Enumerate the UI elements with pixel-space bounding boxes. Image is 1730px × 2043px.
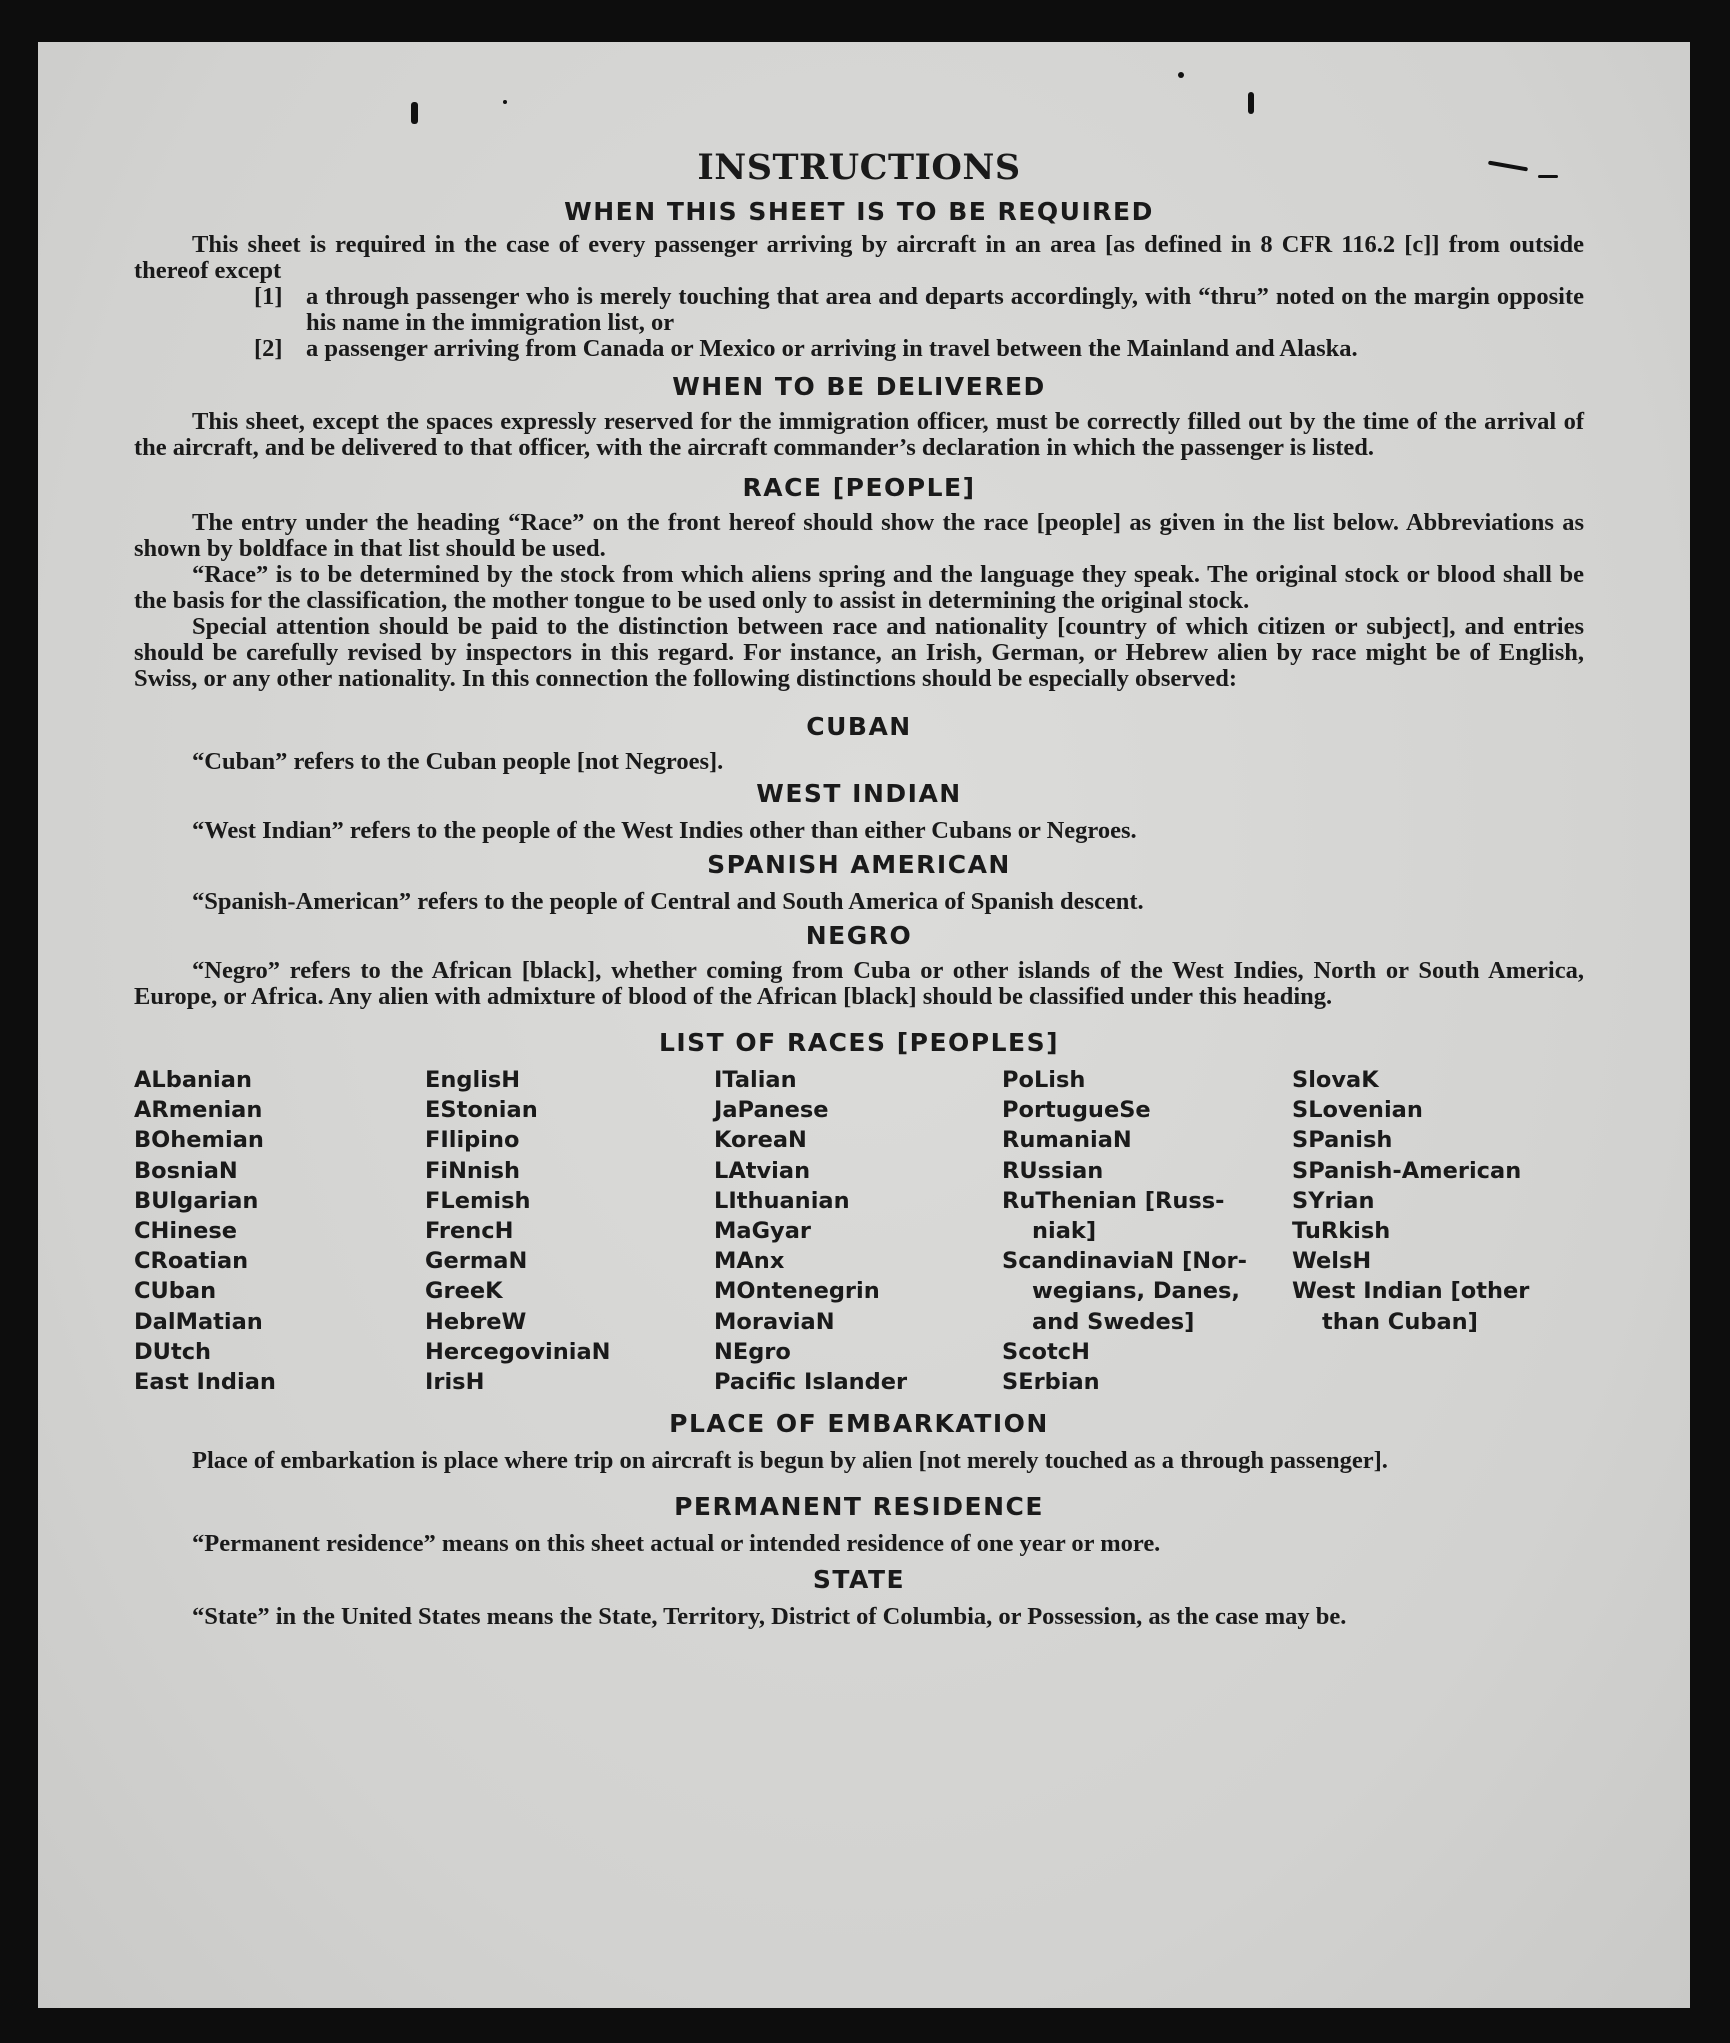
race-item: FiNnish [425, 1157, 521, 1184]
race-item: JaPanese [714, 1097, 829, 1124]
race-item: than Cuban] [1322, 1308, 1478, 1335]
race-item: Pacific Islander [714, 1369, 908, 1396]
race-item: wegians, Danes, [1032, 1278, 1240, 1305]
race-item: SPanish-American [1292, 1157, 1522, 1184]
state-text: “State” in the United States means the State, Territory, District of Columbia, or Possession, as the case may be. [192, 1603, 1347, 1631]
instructions-content [134, 145, 1584, 1630]
race-column [714, 1065, 1002, 1397]
race-paragraph: Special attention should be paid to the distinction between race and nationality [country of which citizen or subject], and entries should be carefully revised by inspectors in this regard. For instance, an Irish, German, or Hebrew alien by race might be of English, Swiss, or any other nationality. In this connection the following distinctions should be especially observed: [134, 613, 1584, 692]
race-item: GreeK [425, 1278, 503, 1305]
heading-embarkation: PLACE OF EMBARKATION [669, 1409, 1049, 1439]
race-column [134, 1065, 425, 1397]
race-item: SlovaK [1292, 1067, 1379, 1093]
race-item: IrisH [425, 1369, 485, 1396]
list-item [254, 336, 1584, 362]
race-item: BOhemian [134, 1127, 264, 1154]
race-item: SPanish [1292, 1127, 1393, 1154]
heading-negro: NEGRO [805, 921, 913, 950]
scan-mark [1178, 72, 1184, 78]
race-item: GermaN [425, 1248, 528, 1275]
heading-cuban: CUBAN [806, 712, 912, 741]
race-item: PoLish [1002, 1067, 1086, 1093]
race-item: NEgro [714, 1338, 791, 1365]
race-item: WelsH [1292, 1248, 1372, 1275]
race-item: ALbanian [134, 1067, 252, 1093]
race-item: East Indian [134, 1369, 276, 1396]
race-item: CRoatian [134, 1248, 249, 1275]
page-title: INSTRUCTIONS [697, 147, 1021, 188]
heading-state: STATE [812, 1565, 906, 1595]
race-item: HercegoviniaN [425, 1338, 611, 1365]
list-item-text: a passenger arriving from Canada or Mexico or arriving in travel between the Mainland and Alaska. [306, 335, 1358, 362]
scan-mark [411, 102, 418, 124]
heading-spanish-american: SPANISH AMERICAN [707, 850, 1011, 879]
race-item: RUssian [1002, 1157, 1104, 1184]
race-item: FIlipino [425, 1127, 520, 1154]
race-item: FrencH [425, 1218, 514, 1245]
race-list [134, 1065, 1584, 1397]
race-column [1292, 1065, 1582, 1397]
race-item: ScotcH [1002, 1338, 1090, 1365]
race-column [1002, 1065, 1292, 1397]
race-item: HebreW [425, 1308, 527, 1335]
race-item: and Swedes] [1032, 1308, 1195, 1335]
race-item: BosniaN [134, 1157, 238, 1184]
race-item: ScandinaviaN [Nor- [1002, 1248, 1247, 1275]
race-paragraph: The entry under the heading “Race” on the front hereof should show the race [people] as given in the list below. Abbreviations as shown by boldface in that list should be used. [134, 509, 1584, 562]
west-indian-text: “West Indian” refers to the people of the West Indies other than either Cubans or Negroes. [192, 817, 1137, 844]
race-item: West Indian [other [1292, 1278, 1530, 1305]
race-item: DalMatian [134, 1308, 263, 1335]
race-item: MoraviaN [714, 1308, 835, 1335]
race-item: MAnx [714, 1248, 785, 1275]
race-item: ARmenian [134, 1097, 263, 1124]
heading-when-required: WHEN THIS SHEET IS TO BE REQUIRED [564, 197, 1154, 226]
heading-race: RACE [PEOPLE] [742, 473, 976, 502]
scan-mark [503, 100, 507, 104]
heading-when-delivered: WHEN TO BE DELIVERED [672, 372, 1046, 401]
list-item-number: [1] [254, 283, 283, 310]
race-item: RumaniaN [1002, 1127, 1132, 1154]
race-item: CUban [134, 1278, 217, 1305]
race-item: SYrian [1292, 1187, 1375, 1214]
race-item: KoreaN [714, 1127, 807, 1154]
race-item: PortugueSe [1002, 1097, 1151, 1124]
when-required-intro: This sheet is required in the case of every passenger arriving by aircraft in an area [as defined in 8 CFR 116.2 [c]] from outside thereof except [134, 231, 1584, 284]
residence-text: “Permanent residence” means on this sheet actual or intended residence of one year or more. [192, 1530, 1161, 1558]
scan-mark [1248, 92, 1254, 114]
negro-text: “Negro” refers to the African [black], whether coming from Cuba or other islands of the West Indies, North or South America, Europe, or Africa. Any alien with admixture of blood of the African [black] should be classified under this heading. [134, 957, 1584, 1010]
cuban-text: “Cuban” refers to the Cuban people [not Negroes]. [192, 748, 724, 775]
race-item: ITalian [714, 1067, 797, 1093]
when-delivered-text: This sheet, except the spaces expressly reserved for the immigration officer, must be correctly filled out by the time of the arrival of the aircraft, and be delivered to that officer, with the aircraft commander’s declaration in which the passenger is listed. [134, 408, 1584, 461]
race-item: LAtvian [714, 1157, 811, 1184]
embarkation-text: Place of embarkation is place where trip on aircraft is begun by alien [not merely touched as a through passenger]. [192, 1447, 1388, 1475]
race-item: niak] [1032, 1218, 1097, 1245]
race-item: CHinese [134, 1218, 237, 1245]
race-item: FLemish [425, 1187, 531, 1214]
race-item: DUtch [134, 1338, 212, 1365]
race-item: SErbian [1002, 1369, 1100, 1396]
race-item: LIthuanian [714, 1187, 850, 1214]
heading-list-of-races: LIST OF RACES [PEOPLES] [658, 1028, 1060, 1057]
race-item: EnglisH [425, 1067, 521, 1093]
race-item: SLovenian [1292, 1097, 1423, 1124]
race-item: BUlgarian [134, 1187, 259, 1214]
spanish-american-text: “Spanish-American” refers to the people of Central and South America of Spanish descent. [192, 888, 1144, 915]
race-item: RuThenian [Russ- [1002, 1187, 1225, 1214]
race-item: TuRkish [1292, 1218, 1391, 1245]
race-item: MOntenegrin [714, 1278, 880, 1305]
heading-permanent-residence: PERMANENT RESIDENCE [674, 1492, 1044, 1522]
heading-west-indian: WEST INDIAN [756, 779, 962, 808]
race-paragraph: “Race” is to be determined by the stock from which aliens spring and the language they speak. The original stock or blood shall be the basis for the classification, the mother tongue to be used only to assist in determining the original stock. [134, 561, 1584, 614]
list-item-number: [2] [254, 335, 283, 362]
race-column [425, 1065, 714, 1397]
list-item [254, 284, 1584, 336]
race-item: EStonian [425, 1097, 538, 1124]
list-item-text: a through passenger who is merely touching that area and departs accordingly, with “thru” noted on the margin opposite his name in the immigration list, or [306, 283, 1584, 336]
race-item: MaGyar [714, 1218, 811, 1245]
